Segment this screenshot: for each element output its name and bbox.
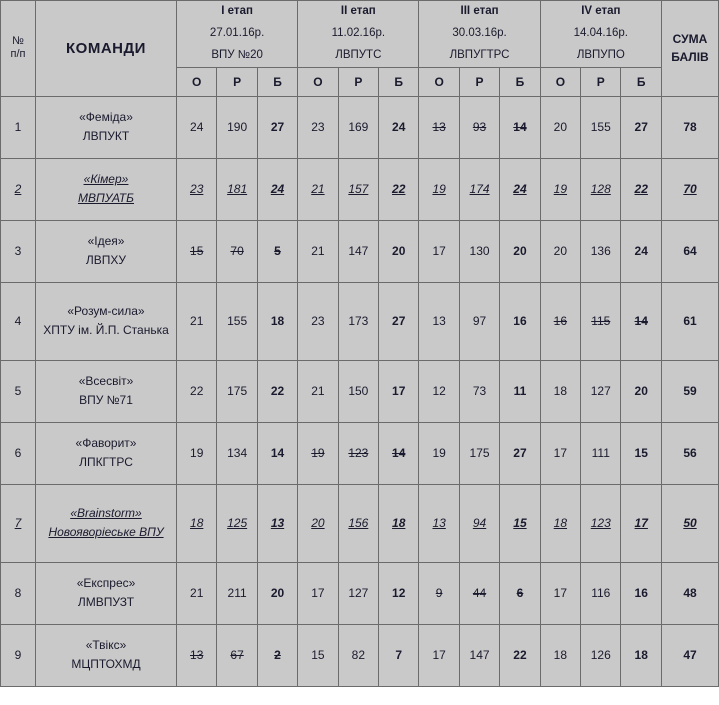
cell-stage1-б: 22 (257, 360, 297, 422)
row-team (36, 158, 177, 220)
cell-stage3-о: 9 (419, 562, 459, 624)
cell-stage4-р: 136 (581, 220, 621, 282)
row-team (36, 282, 177, 360)
cell-stage3-б: 11 (500, 360, 540, 422)
row-total: 59 (662, 360, 719, 422)
cell-stage4-р: 116 (581, 562, 621, 624)
team-name: «Твікс» (85, 638, 127, 653)
cell-stage2-о: 21 (298, 158, 338, 220)
header-rank-line1: № (12, 34, 24, 47)
cell-stage3-р: 94 (459, 484, 499, 562)
team-name: «Всесвіт» (78, 374, 134, 389)
team-institution: МВПУАТБ (78, 191, 134, 206)
table-header (1, 1, 719, 97)
row-team (36, 624, 177, 686)
header-subcol-1-б: Б (257, 67, 297, 96)
cell-stage4-о: 20 (540, 96, 580, 158)
row-rank: 1 (1, 96, 36, 158)
cell-stage1-б: 13 (257, 484, 297, 562)
header-subcol-2-о: О (298, 67, 338, 96)
cell-stage1-о: 15 (177, 220, 217, 282)
cell-stage2-б: 24 (379, 96, 419, 158)
team-institution: ВПУ №71 (79, 393, 133, 408)
header-stage-1 (177, 1, 298, 68)
cell-stage2-б: 27 (379, 282, 419, 360)
team-institution: ЛВПХУ (85, 253, 127, 268)
table-row (1, 282, 719, 360)
cell-stage4-б: 24 (621, 220, 662, 282)
team-institution: ЛПКГТРС (79, 455, 133, 470)
cell-stage2-р: 157 (338, 158, 378, 220)
header-row-titles (1, 1, 719, 68)
cell-stage1-р: 125 (217, 484, 257, 562)
header-subcol-4-о: О (540, 67, 580, 96)
cell-stage3-р: 97 (459, 282, 499, 360)
cell-stage2-б: 20 (379, 220, 419, 282)
cell-stage4-б: 14 (621, 282, 662, 360)
cell-stage3-б: 22 (500, 624, 540, 686)
cell-stage3-р: 93 (459, 96, 499, 158)
cell-stage1-о: 19 (177, 422, 217, 484)
header-rank (1, 1, 36, 97)
header-subcol-1-о: О (177, 67, 217, 96)
cell-stage2-р: 147 (338, 220, 378, 282)
header-stage-3 (419, 1, 540, 68)
cell-stage1-р: 211 (217, 562, 257, 624)
header-stage-4 (540, 1, 661, 68)
cell-stage4-б: 20 (621, 360, 662, 422)
cell-stage3-о: 13 (419, 282, 459, 360)
cell-stage4-р: 123 (581, 484, 621, 562)
stage-3-place: ЛВПУГТРС (449, 48, 510, 61)
header-stage-2 (298, 1, 419, 68)
cell-stage3-р: 174 (459, 158, 499, 220)
cell-stage2-б: 17 (379, 360, 419, 422)
cell-stage4-о: 18 (540, 624, 580, 686)
stage-2-date: 11.02.16р. (331, 26, 386, 39)
cell-stage1-о: 22 (177, 360, 217, 422)
row-rank: 9 (1, 624, 36, 686)
row-team (36, 96, 177, 158)
cell-stage4-б: 22 (621, 158, 662, 220)
team-name: «Brainstorm» (70, 506, 142, 521)
stage-3-date: 30.03.16р. (452, 26, 507, 39)
cell-stage3-о: 17 (419, 220, 459, 282)
cell-stage3-о: 13 (419, 96, 459, 158)
row-total: 64 (662, 220, 719, 282)
table-row (1, 158, 719, 220)
cell-stage2-б: 18 (379, 484, 419, 562)
row-team (36, 360, 177, 422)
header-subcol-3-р: Р (459, 67, 499, 96)
header-subcol-2-б: Б (379, 67, 419, 96)
header-subcol-4-б: Б (621, 67, 662, 96)
header-total-line1: СУМА (672, 32, 708, 47)
cell-stage1-б: 24 (257, 158, 297, 220)
stage-4-date: 14.04.16р. (573, 26, 628, 39)
cell-stage3-о: 19 (419, 422, 459, 484)
cell-stage2-р: 150 (338, 360, 378, 422)
cell-stage4-о: 19 (540, 158, 580, 220)
cell-stage1-р: 155 (217, 282, 257, 360)
team-institution: МЦПТОХМД (71, 657, 141, 672)
row-rank: 2 (1, 158, 36, 220)
cell-stage1-о: 18 (177, 484, 217, 562)
cell-stage3-б: 14 (500, 96, 540, 158)
cell-stage3-б: 24 (500, 158, 540, 220)
cell-stage2-б: 7 (379, 624, 419, 686)
cell-stage3-р: 175 (459, 422, 499, 484)
stage-1-place: ВПУ №20 (211, 48, 263, 61)
team-name: «Фаворит» (75, 436, 137, 451)
table-row (1, 96, 719, 158)
cell-stage4-о: 17 (540, 422, 580, 484)
cell-stage4-б: 16 (621, 562, 662, 624)
table-row (1, 220, 719, 282)
team-name: «Феміда» (79, 110, 133, 125)
cell-stage3-р: 130 (459, 220, 499, 282)
table-row (1, 484, 719, 562)
cell-stage1-р: 175 (217, 360, 257, 422)
row-rank: 3 (1, 220, 36, 282)
team-name: «Кімер» (83, 172, 129, 187)
cell-stage2-р: 156 (338, 484, 378, 562)
row-team (36, 562, 177, 624)
table-row (1, 562, 719, 624)
cell-stage2-р: 169 (338, 96, 378, 158)
stage-2-place: ЛВПУТС (335, 48, 382, 61)
cell-stage3-о: 12 (419, 360, 459, 422)
cell-stage1-р: 67 (217, 624, 257, 686)
table-row (1, 624, 719, 686)
cell-stage2-о: 23 (298, 96, 338, 158)
cell-stage4-р: 115 (581, 282, 621, 360)
cell-stage4-б: 17 (621, 484, 662, 562)
cell-stage1-р: 134 (217, 422, 257, 484)
cell-stage2-о: 15 (298, 624, 338, 686)
cell-stage2-б: 22 (379, 158, 419, 220)
cell-stage3-б: 16 (500, 282, 540, 360)
header-total (662, 1, 719, 97)
cell-stage4-б: 18 (621, 624, 662, 686)
cell-stage1-б: 20 (257, 562, 297, 624)
cell-stage1-б: 2 (257, 624, 297, 686)
cell-stage1-р: 181 (217, 158, 257, 220)
cell-stage3-б: 15 (500, 484, 540, 562)
row-total: 56 (662, 422, 719, 484)
header-subcol-4-р: Р (581, 67, 621, 96)
cell-stage3-р: 44 (459, 562, 499, 624)
stage-4-title: IV етап (581, 5, 621, 17)
cell-stage3-о: 17 (419, 624, 459, 686)
header-rank-line2: п/п (10, 48, 26, 61)
header-subcol-2-р: Р (338, 67, 378, 96)
cell-stage4-о: 17 (540, 562, 580, 624)
team-institution: ЛВПУКТ (82, 129, 130, 144)
row-total: 47 (662, 624, 719, 686)
stage-4-place: ЛВПУПО (576, 48, 625, 61)
page-clip (0, 700, 719, 705)
cell-stage1-о: 21 (177, 562, 217, 624)
cell-stage2-о: 17 (298, 562, 338, 624)
table-row (1, 360, 719, 422)
header-subcol-3-о: О (419, 67, 459, 96)
cell-stage4-о: 18 (540, 360, 580, 422)
row-total: 61 (662, 282, 719, 360)
row-total: 78 (662, 96, 719, 158)
cell-stage3-о: 13 (419, 484, 459, 562)
cell-stage2-о: 21 (298, 220, 338, 282)
row-team (36, 422, 177, 484)
cell-stage1-р: 70 (217, 220, 257, 282)
cell-stage4-о: 20 (540, 220, 580, 282)
team-name: «Експрес» (76, 576, 136, 591)
table-body (1, 96, 719, 686)
table-row (1, 422, 719, 484)
row-total: 50 (662, 484, 719, 562)
cell-stage4-р: 111 (581, 422, 621, 484)
cell-stage1-б: 5 (257, 220, 297, 282)
cell-stage2-р: 82 (338, 624, 378, 686)
cell-stage4-р: 155 (581, 96, 621, 158)
cell-stage1-о: 24 (177, 96, 217, 158)
row-team (36, 220, 177, 282)
cell-stage4-р: 127 (581, 360, 621, 422)
team-institution: ЛМВПУЗТ (77, 595, 135, 610)
header-teams: КОМАНДИ (36, 1, 177, 97)
cell-stage4-о: 18 (540, 484, 580, 562)
stage-1-date: 27.01.16р. (209, 26, 265, 39)
cell-stage3-р: 147 (459, 624, 499, 686)
row-rank: 6 (1, 422, 36, 484)
row-rank: 8 (1, 562, 36, 624)
row-rank: 7 (1, 484, 36, 562)
cell-stage2-р: 127 (338, 562, 378, 624)
row-team (36, 484, 177, 562)
cell-stage3-б: 6 (500, 562, 540, 624)
stage-3-title: III етап (460, 5, 499, 17)
cell-stage2-о: 19 (298, 422, 338, 484)
cell-stage1-о: 23 (177, 158, 217, 220)
row-rank: 4 (1, 282, 36, 360)
team-institution: ХПТУ ім. Й.П. Станька (43, 323, 169, 338)
team-institution: Новояворіеське ВПУ (48, 525, 164, 540)
cell-stage4-р: 128 (581, 158, 621, 220)
cell-stage2-б: 12 (379, 562, 419, 624)
header-subcol-3-б: Б (500, 67, 540, 96)
cell-stage1-б: 27 (257, 96, 297, 158)
cell-stage1-б: 14 (257, 422, 297, 484)
cell-stage4-р: 126 (581, 624, 621, 686)
team-name: «Розум-сила» (67, 304, 145, 319)
header-subcol-1-р: Р (217, 67, 257, 96)
cell-stage1-б: 18 (257, 282, 297, 360)
cell-stage3-б: 20 (500, 220, 540, 282)
row-total: 48 (662, 562, 719, 624)
team-name: «Ідея» (87, 234, 125, 249)
cell-stage2-р: 123 (338, 422, 378, 484)
cell-stage2-о: 21 (298, 360, 338, 422)
cell-stage4-б: 15 (621, 422, 662, 484)
cell-stage2-о: 20 (298, 484, 338, 562)
cell-stage2-о: 23 (298, 282, 338, 360)
cell-stage3-о: 19 (419, 158, 459, 220)
cell-stage1-о: 13 (177, 624, 217, 686)
cell-stage2-р: 173 (338, 282, 378, 360)
row-total: 70 (662, 158, 719, 220)
cell-stage3-б: 27 (500, 422, 540, 484)
cell-stage3-р: 73 (459, 360, 499, 422)
stage-1-title: I етап (221, 5, 253, 17)
cell-stage2-б: 14 (379, 422, 419, 484)
cell-stage1-о: 21 (177, 282, 217, 360)
row-rank: 5 (1, 360, 36, 422)
stage-2-title: II етап (340, 5, 376, 17)
cell-stage4-о: 16 (540, 282, 580, 360)
cell-stage1-р: 190 (217, 96, 257, 158)
header-total-line2: БАЛІВ (671, 50, 709, 65)
cell-stage4-б: 27 (621, 96, 662, 158)
